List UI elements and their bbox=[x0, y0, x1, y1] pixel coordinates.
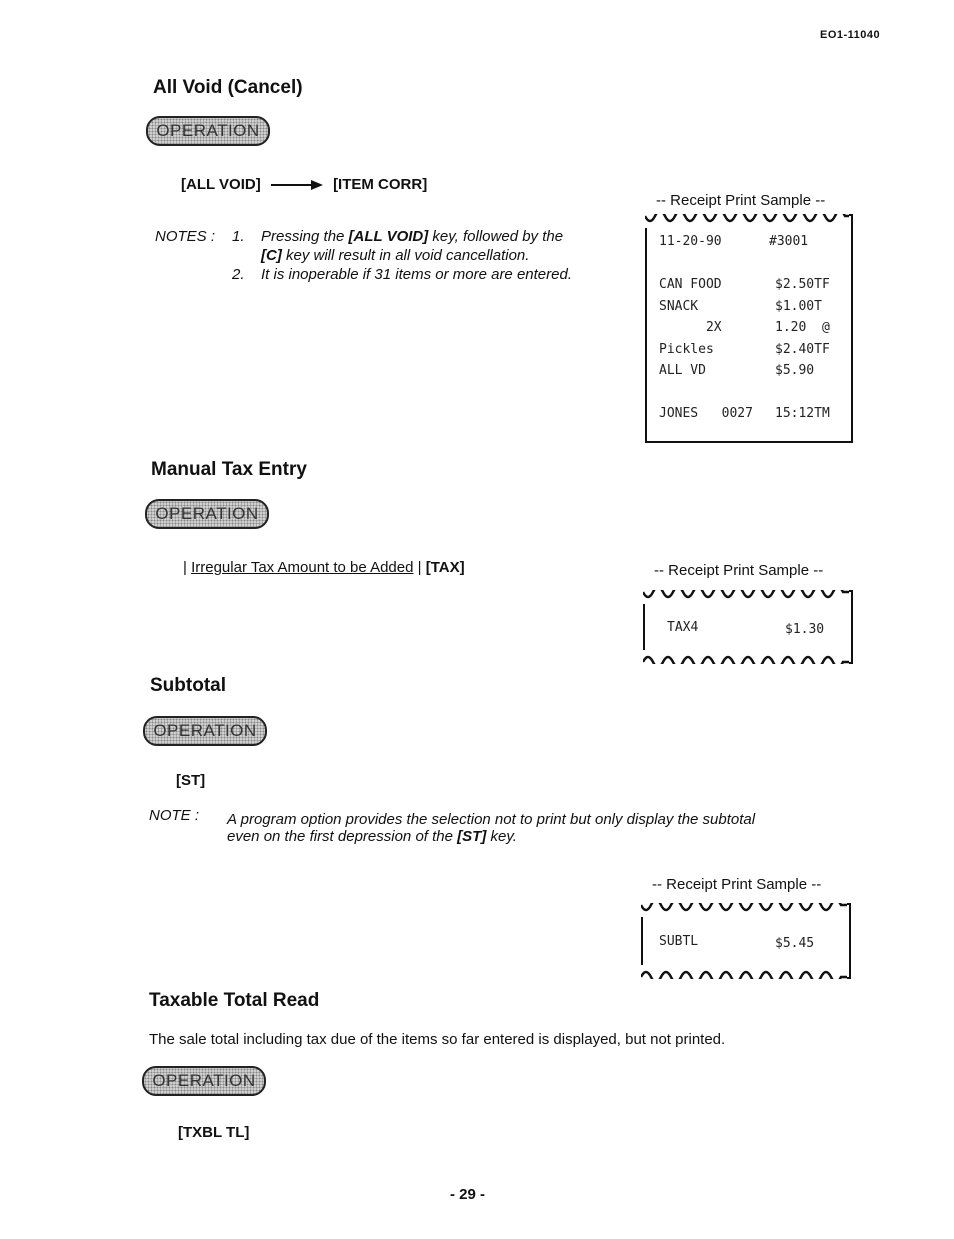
section-title-taxable-total: Taxable Total Read bbox=[149, 990, 320, 1011]
torn-edge-top bbox=[641, 903, 847, 917]
receipt-caption-2: -- Receipt Print Sample -- bbox=[654, 562, 824, 579]
receipt-line-label: CAN FOOD bbox=[659, 277, 722, 292]
txbl-tl-key: [TXBL TL] bbox=[178, 1124, 250, 1141]
taxable-total-description: The sale total including tax due of the items so far entered is displayed, but not printed. bbox=[149, 1031, 726, 1048]
subtotal-key: [ST] bbox=[176, 772, 206, 789]
section-title-manual-tax: Manual Tax Entry bbox=[151, 459, 307, 480]
receipt-line-label: 11-20-90 bbox=[659, 234, 722, 249]
receipt-line-value: $5.90 bbox=[775, 363, 815, 378]
arrow-right-icon bbox=[271, 180, 323, 190]
torn-edge-top bbox=[643, 590, 849, 604]
receipt-line-label: JONES 0027 bbox=[659, 406, 753, 421]
receipt-line-value: $2.50TF bbox=[775, 277, 830, 292]
section-title-all-void: All Void (Cancel) bbox=[153, 77, 303, 98]
receipt-subtotal-value: $5.45 bbox=[775, 936, 815, 951]
subtotal-note-line-1: A program option provides the selection not to print but only display the subtotal bbox=[227, 811, 756, 828]
receipt-sample-all-void bbox=[645, 214, 853, 443]
receipt-subtotal-label: SUBTL bbox=[659, 934, 699, 949]
receipt-sample-tax bbox=[643, 590, 853, 664]
receipt-sample-subtotal bbox=[641, 903, 851, 979]
receipt-caption-1: -- Receipt Print Sample -- bbox=[656, 192, 826, 209]
receipt-line-label: 2X bbox=[659, 320, 722, 335]
notes-label: NOTES : bbox=[155, 228, 216, 245]
note-1-number: 1. bbox=[232, 228, 245, 245]
all-void-operation bbox=[181, 176, 427, 193]
receipt-line-label: ALL VD bbox=[659, 363, 706, 378]
note-label: NOTE : bbox=[149, 807, 200, 824]
receipt-line-value: $2.40TF bbox=[775, 341, 830, 357]
receipt-line-value: 15:12TM bbox=[775, 406, 830, 421]
receipt-tax-value: $1.30 bbox=[785, 622, 825, 637]
receipt-line-label: SNACK bbox=[659, 298, 699, 314]
operation-badge: OPERATION bbox=[142, 1066, 266, 1096]
operation-badge: OPERATION bbox=[145, 499, 269, 529]
receipt-line-label: Pickles bbox=[659, 341, 714, 357]
torn-edge-bottom bbox=[641, 965, 847, 979]
tax-key: [TAX] bbox=[425, 559, 465, 576]
torn-edge-bottom bbox=[643, 650, 849, 664]
receipt-caption-3: -- Receipt Print Sample -- bbox=[652, 876, 822, 893]
receipt-line-value: #3001 bbox=[769, 234, 809, 249]
item-corr-key: [ITEM CORR] bbox=[333, 176, 428, 193]
tax-amount-input-label: Irregular Tax Amount to be Added bbox=[191, 559, 414, 576]
document-code: EO1-11040 bbox=[820, 29, 881, 41]
note-1-line-2: [C] key will result in all void cancellation. bbox=[261, 247, 530, 264]
page-number: - 29 - bbox=[450, 1186, 486, 1203]
operation-badge: OPERATION bbox=[143, 716, 267, 746]
operation-badge: OPERATION bbox=[146, 116, 270, 146]
receipt-line-value: 1.20 @ bbox=[775, 320, 830, 335]
section-title-subtotal: Subtotal bbox=[150, 675, 226, 696]
receipt-tax-label: TAX4 bbox=[667, 620, 699, 635]
note-2-number: 2. bbox=[232, 266, 245, 283]
note-1-line-1: Pressing the [ALL VOID] key, followed by the bbox=[261, 228, 564, 245]
all-void-key: [ALL VOID] bbox=[181, 176, 261, 193]
note-2-text: It is inoperable if 31 items or more are entered. bbox=[261, 266, 572, 283]
torn-edge-top bbox=[645, 214, 849, 228]
subtotal-note-line-2: even on the first depression of the [ST] key. bbox=[227, 828, 517, 845]
manual-tax-operation: | Irregular Tax Amount to be Added | [TAX] bbox=[183, 559, 465, 576]
receipt-line-value: $1.00T bbox=[775, 298, 822, 314]
